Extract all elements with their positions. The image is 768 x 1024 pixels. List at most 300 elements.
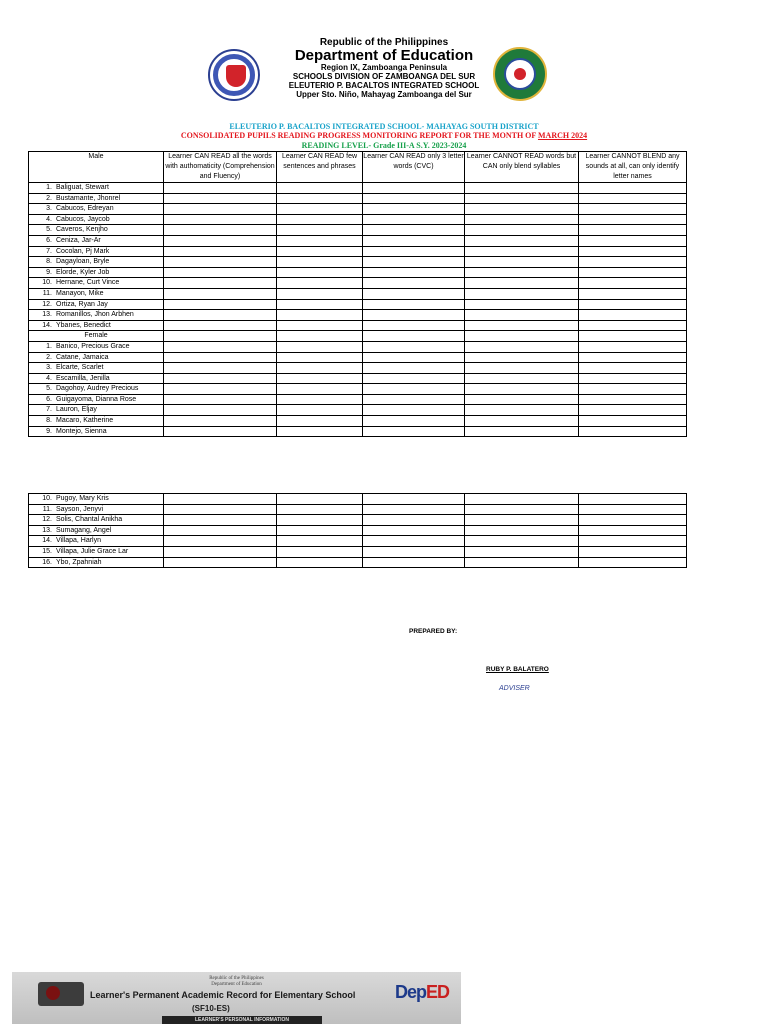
reading-level-cell[interactable] [363, 225, 465, 236]
reading-level-cell[interactable] [579, 320, 687, 331]
reading-level-cell[interactable] [465, 299, 579, 310]
table-row [29, 525, 687, 536]
reading-level-cell[interactable] [277, 352, 363, 363]
table-row [29, 235, 687, 246]
learner-name: Ortiza, Ryan Jay [56, 300, 108, 308]
adviser-name: RUBY P. BALATERO [486, 666, 549, 673]
learner-number: 9. [46, 268, 52, 276]
reading-level-cell[interactable] [363, 352, 465, 363]
reading-level-cell[interactable] [465, 536, 579, 547]
reading-level-cell[interactable] [277, 525, 363, 536]
table-row [29, 288, 687, 299]
learner-name: Bustamante, Jhonrel [56, 194, 121, 202]
learner-name-cell [29, 494, 164, 505]
learner-name-cell [29, 536, 164, 547]
reading-level-cell[interactable] [579, 225, 687, 236]
reading-level-cell[interactable] [164, 405, 277, 416]
report-title-month: MARCH 2024 [538, 131, 588, 140]
learner-name: Villapa, Harlyn [56, 537, 102, 545]
learner-name-cell [29, 320, 164, 331]
reading-level-cell[interactable] [465, 288, 579, 299]
learner-number: 6. [46, 236, 52, 244]
reading-level-cell[interactable] [579, 278, 687, 289]
reading-level-cell[interactable] [277, 394, 363, 405]
reading-level-cell[interactable] [465, 246, 579, 257]
learner-name: Sumagang, Angel [56, 526, 112, 534]
reading-level-cell[interactable] [465, 183, 579, 194]
reading-level-cell[interactable] [363, 536, 465, 547]
section-label-cell: Female [29, 331, 164, 342]
reading-level-cell[interactable] [164, 193, 277, 204]
learner-name-cell [29, 267, 164, 278]
learner-number: 3. [46, 364, 52, 372]
learner-name: Sayson, Jenyvi [56, 505, 104, 513]
column-header: Male [29, 152, 164, 183]
reading-level-cell[interactable] [363, 214, 465, 225]
reading-level-cell[interactable] [579, 341, 687, 352]
learner-number: 14. [42, 321, 52, 329]
learner-number: 16. [42, 558, 52, 566]
column-header: Learner CAN READ few sentences and phrases [277, 152, 363, 183]
header-department: Department of Education [294, 47, 474, 64]
header-republic: Republic of the Philippines [319, 37, 449, 48]
learner-number: 1. [46, 342, 52, 350]
table-row [29, 416, 687, 427]
reading-level-cell[interactable] [465, 384, 579, 395]
learner-number: 5. [46, 226, 52, 234]
reading-level-cell[interactable] [579, 494, 687, 505]
learner-number: 3. [46, 205, 52, 213]
table-row [29, 267, 687, 278]
learner-number: 7. [46, 247, 52, 255]
learner-number: 4. [46, 215, 52, 223]
learner-name: Cocolan, Pj Mark [56, 247, 110, 255]
learner-number: 11. [42, 289, 52, 297]
reading-level-cell[interactable] [579, 288, 687, 299]
reading-level-cell[interactable] [465, 193, 579, 204]
column-header: Learner CANNOT READ words but CAN only blend syllables [465, 152, 579, 183]
reading-level-cell[interactable] [363, 183, 465, 194]
reading-level-cell[interactable] [465, 225, 579, 236]
reading-level-cell[interactable] [363, 235, 465, 246]
reading-level-cell[interactable] [465, 352, 579, 363]
table-row [29, 204, 687, 215]
table-header-row [29, 152, 687, 183]
reading-level-cell[interactable] [465, 373, 579, 384]
table-row [29, 320, 687, 331]
learner-name: Ceniza, Jar-Ar [56, 236, 101, 244]
reading-level-cell[interactable] [277, 183, 363, 194]
reading-level-cell[interactable] [164, 257, 277, 268]
reading-level-cell[interactable] [164, 525, 277, 536]
reading-level-cell[interactable] [164, 299, 277, 310]
learner-name-cell [29, 204, 164, 215]
section-row [29, 331, 687, 342]
reading-level-cell[interactable] [277, 278, 363, 289]
reading-level-cell[interactable] [363, 204, 465, 215]
learner-name: Montejo, Sienna [56, 427, 107, 435]
learner-number: 5. [46, 385, 52, 393]
reading-level-cell[interactable] [164, 394, 277, 405]
table-row [29, 384, 687, 395]
learner-name-cell [29, 525, 164, 536]
learner-number: 8. [46, 258, 52, 266]
table-row [29, 515, 687, 526]
learner-name: Macaro, Katherine [56, 417, 114, 425]
reading-level-cell[interactable] [164, 214, 277, 225]
reading-level-cell[interactable] [465, 278, 579, 289]
reading-level-cell[interactable] [579, 310, 687, 321]
reading-level-cell[interactable] [277, 546, 363, 557]
form-department: Department of Education [211, 982, 262, 987]
learner-number: 12. [42, 516, 52, 524]
table-row [29, 278, 687, 289]
table-row [29, 494, 687, 505]
reading-level-cell[interactable] [277, 504, 363, 515]
reading-level-cell[interactable] [465, 235, 579, 246]
column-header: Learner CAN READ only 3 letter words (CVC) [363, 152, 465, 183]
reading-level-cell[interactable] [277, 515, 363, 526]
reading-level-cell[interactable] [277, 341, 363, 352]
reading-level-cell[interactable] [465, 320, 579, 331]
learner-number: 1. [46, 184, 52, 191]
learner-name-cell [29, 246, 164, 257]
reading-level-cell[interactable] [363, 278, 465, 289]
learner-name-cell [29, 257, 164, 268]
reading-level-cell[interactable] [277, 235, 363, 246]
header-school: ELEUTERIO P. BACALTOS INTEGRATED SCHOOL [288, 81, 480, 90]
reading-level-cell[interactable] [164, 494, 277, 505]
learner-name-cell [29, 504, 164, 515]
table-row [29, 341, 687, 352]
reading-level-cell[interactable] [363, 246, 465, 257]
table-row [29, 225, 687, 236]
reading-level-cell[interactable] [465, 257, 579, 268]
reading-level-cell[interactable] [164, 235, 277, 246]
form-section-band: LEARNER'S PERSONAL INFORMATION [162, 1016, 322, 1024]
learner-number: 13. [42, 526, 52, 534]
report-title [0, 131, 768, 140]
learner-name-cell [29, 546, 164, 557]
learner-number: 6. [46, 395, 52, 403]
reading-level-cell[interactable] [164, 557, 277, 568]
reading-level-cell[interactable] [164, 363, 277, 374]
reading-level-cell[interactable] [579, 504, 687, 515]
reading-level-cell[interactable] [579, 515, 687, 526]
reading-level-cell[interactable] [164, 515, 277, 526]
reading-level-cell[interactable] [277, 267, 363, 278]
reading-level-cell[interactable] [277, 426, 363, 437]
reading-level-cell[interactable] [363, 426, 465, 437]
learner-number: 12. [42, 300, 52, 308]
form-code: (SF10-ES) [192, 1004, 230, 1013]
reading-level-cell[interactable] [277, 494, 363, 505]
table-row [29, 310, 687, 321]
reading-level-cell[interactable] [277, 373, 363, 384]
table-row [29, 557, 687, 568]
learner-name: Baliguat, Stewart [56, 184, 109, 191]
reading-level-cell[interactable] [164, 536, 277, 547]
reading-level-cell[interactable] [363, 288, 465, 299]
learner-name: Ybanes, Benedict [56, 321, 111, 329]
learner-name: Romanillos, Jhon Arbhen [56, 311, 134, 319]
reading-level-cell[interactable] [164, 267, 277, 278]
reading-level-cell[interactable] [363, 299, 465, 310]
report-school-district: ELEUTERIO P. BACALTOS INTEGRATED SCHOOL- MAHAYAG SOUTH DISTRICT [229, 122, 539, 131]
learner-name-cell [29, 214, 164, 225]
reading-level-cell[interactable] [164, 384, 277, 395]
reading-level-cell[interactable] [579, 557, 687, 568]
learner-number: 15. [42, 547, 52, 555]
reading-level-cell[interactable] [277, 214, 363, 225]
table-row [29, 546, 687, 557]
adviser-position: ADVISER [499, 685, 530, 692]
reading-level-cell[interactable] [164, 426, 277, 437]
learner-name-cell [29, 278, 164, 289]
learner-name-cell [29, 299, 164, 310]
table-row [29, 193, 687, 204]
reading-level-cell[interactable] [579, 235, 687, 246]
learner-name: Cabucos, Jaycob [56, 215, 110, 223]
reading-level-cell[interactable] [465, 504, 579, 515]
reading-level-cell[interactable] [579, 214, 687, 225]
reading-level-cell[interactable] [579, 525, 687, 536]
column-header: Learner CANNOT BLEND any sounds at all, can only identify letter names [579, 152, 687, 183]
table-row [29, 363, 687, 374]
reading-level-cell[interactable] [164, 310, 277, 321]
reading-level-cell[interactable] [465, 426, 579, 437]
reading-level-cell[interactable] [465, 515, 579, 526]
reading-level-cell[interactable] [363, 557, 465, 568]
reading-level-cell[interactable] [164, 278, 277, 289]
learner-name: Hernane, Curt Vince [56, 279, 120, 287]
learner-number: 10. [42, 279, 52, 287]
learner-name-cell [29, 363, 164, 374]
form-title: Learner's Permanent Academic Record for Elementary School [90, 990, 356, 1000]
learner-name-cell [29, 373, 164, 384]
learner-name-cell [29, 515, 164, 526]
table-row [29, 504, 687, 515]
reading-level-cell[interactable] [363, 384, 465, 395]
table-row [29, 299, 687, 310]
reading-level-cell[interactable] [465, 557, 579, 568]
table-row [29, 257, 687, 268]
reading-level-cell[interactable] [164, 225, 277, 236]
reading-level-cell[interactable] [164, 331, 277, 342]
learner-name-cell [29, 384, 164, 395]
table-row [29, 394, 687, 405]
reading-level-cell[interactable] [277, 225, 363, 236]
learner-number: 11. [42, 505, 52, 513]
reading-level-cell[interactable] [363, 504, 465, 515]
reading-level-cell[interactable] [579, 405, 687, 416]
reading-level-cell[interactable] [363, 320, 465, 331]
reading-level-cell[interactable] [363, 416, 465, 427]
reading-level-cell[interactable] [579, 363, 687, 374]
table-row [29, 246, 687, 257]
learner-number: 8. [46, 417, 52, 425]
header-division: SCHOOLS DIVISION OF ZAMBOANGA DEL SUR [292, 72, 476, 81]
learner-name: Banico, Precious Grace [56, 342, 130, 350]
reading-level-cell[interactable] [277, 331, 363, 342]
reading-level-cell[interactable] [579, 416, 687, 427]
learner-name-cell [29, 235, 164, 246]
table-row [29, 426, 687, 437]
reading-level-cell[interactable] [164, 352, 277, 363]
learner-number: 10. [42, 495, 52, 502]
reading-level-cell[interactable] [164, 546, 277, 557]
reading-level-cell[interactable] [465, 394, 579, 405]
reading-level-cell[interactable] [579, 352, 687, 363]
reading-level-cell[interactable] [579, 426, 687, 437]
table-row [29, 183, 687, 194]
learner-name: Ybo, Zpahniah [56, 558, 102, 566]
reading-level-cell[interactable] [465, 331, 579, 342]
reading-level-cell[interactable] [164, 504, 277, 515]
learner-name-cell [29, 341, 164, 352]
reading-level-cell[interactable] [277, 363, 363, 374]
reading-level-cell[interactable] [277, 246, 363, 257]
learner-name-cell [29, 225, 164, 236]
learner-name-cell [29, 426, 164, 437]
reading-level-cell[interactable] [465, 363, 579, 374]
reading-level-cell[interactable] [164, 373, 277, 384]
reading-level-cell[interactable] [277, 288, 363, 299]
reading-level-cell[interactable] [277, 310, 363, 321]
learner-name: Pugoy, Mary Kris [56, 495, 109, 502]
learner-name-cell [29, 183, 164, 194]
reading-level-cell[interactable] [579, 384, 687, 395]
learner-name: Dagayloan, Bryle [56, 258, 110, 266]
reading-level-cell[interactable] [579, 204, 687, 215]
reading-level-cell[interactable] [465, 405, 579, 416]
reading-level-cell[interactable] [277, 193, 363, 204]
header-region: Region IX, Zamboanga Peninsula [320, 63, 448, 72]
reading-level-cell[interactable] [363, 257, 465, 268]
reading-level-cell[interactable] [363, 525, 465, 536]
table-row [29, 536, 687, 547]
learner-name: Escamilla, Jenilla [56, 374, 110, 382]
reading-level-cell[interactable] [579, 299, 687, 310]
learner-name-cell [29, 394, 164, 405]
reading-level-cell[interactable] [579, 546, 687, 557]
learner-number: 4. [46, 374, 52, 382]
learner-name: Manayon, Mike [56, 289, 104, 297]
deped-seal-icon [208, 49, 260, 101]
sf10-form-image [12, 972, 461, 1024]
reading-level-cell[interactable] [465, 310, 579, 321]
reading-level-cell[interactable] [164, 416, 277, 427]
learner-name: Elcarte, Scarlet [56, 364, 104, 372]
reading-progress-table-continued [28, 493, 687, 568]
reading-level-cell[interactable] [363, 494, 465, 505]
learner-name: Cabucos, Edreyan [56, 205, 114, 213]
reading-level-cell[interactable] [579, 536, 687, 547]
reading-level-cell[interactable] [164, 183, 277, 194]
column-header: Learner CAN READ all the words with authomaticity (Comprehension and Fluency) [164, 152, 277, 183]
reading-level-cell[interactable] [277, 204, 363, 215]
table-row [29, 373, 687, 384]
reading-level-cell[interactable] [465, 546, 579, 557]
reading-level-cell[interactable] [579, 193, 687, 204]
learner-number: 9. [46, 427, 52, 435]
reading-level-cell[interactable] [465, 204, 579, 215]
reading-level-cell[interactable] [164, 246, 277, 257]
header-address: Upper Sto. Niño, Mahayag Zamboanga del Sur [296, 90, 472, 99]
reading-level-cell[interactable] [363, 341, 465, 352]
reading-level-cell[interactable] [465, 525, 579, 536]
reading-level-cell[interactable] [579, 257, 687, 268]
reading-level-cell[interactable] [579, 394, 687, 405]
reading-level-cell[interactable] [277, 416, 363, 427]
reading-level-cell[interactable] [363, 405, 465, 416]
reading-level-cell[interactable] [579, 183, 687, 194]
learner-number: 13. [42, 311, 52, 319]
reading-level-cell[interactable] [579, 267, 687, 278]
table-row [29, 214, 687, 225]
reading-level-cell[interactable] [579, 331, 687, 342]
reading-level-cell[interactable] [363, 267, 465, 278]
learner-name: Guigayoma, Dianna Rose [56, 395, 137, 403]
reading-level-cell[interactable] [277, 320, 363, 331]
reading-level-cell[interactable] [465, 267, 579, 278]
reading-level-cell[interactable] [465, 416, 579, 427]
learner-number: 14. [42, 537, 52, 545]
reading-level-cell[interactable] [164, 320, 277, 331]
deped-wordmark: DepED [395, 982, 450, 1002]
reading-level-cell[interactable] [579, 373, 687, 384]
learner-name: Caveros, Kenjho [56, 226, 108, 234]
reading-level-cell[interactable] [363, 546, 465, 557]
reading-level-cell[interactable] [363, 394, 465, 405]
reading-level-cell[interactable] [277, 257, 363, 268]
reading-level-cell[interactable] [363, 331, 465, 342]
reading-level-cell[interactable] [363, 373, 465, 384]
report-title-prefix: CONSOLIDATED PUPILS READING PROGRESS MONITORING REPORT FOR THE MONTH OF [180, 131, 538, 140]
learner-name: Elorde, Kyler Job [56, 268, 110, 276]
learner-name-cell [29, 193, 164, 204]
reading-level-cell[interactable] [363, 515, 465, 526]
reading-level-cell[interactable] [465, 214, 579, 225]
learner-name: Villapa, Julie Grace Lar [56, 547, 129, 555]
reading-level-cell[interactable] [164, 288, 277, 299]
reading-level-cell[interactable] [363, 363, 465, 374]
learner-name-cell [29, 310, 164, 321]
learner-number: 7. [46, 406, 52, 414]
learner-name-cell [29, 416, 164, 427]
learner-name: Lauron, Eljay [56, 406, 97, 414]
learner-name-cell [29, 352, 164, 363]
reading-level-cell[interactable] [465, 341, 579, 352]
reading-progress-table [28, 151, 687, 437]
form-republic: Republic of the Philippines [209, 976, 264, 981]
reading-level-cell[interactable] [363, 193, 465, 204]
reading-level-cell[interactable] [164, 341, 277, 352]
reading-level-cell[interactable] [277, 299, 363, 310]
prepared-by-label: PREPARED BY: [409, 628, 458, 635]
reading-level-cell[interactable] [363, 310, 465, 321]
reading-level-cell[interactable] [579, 246, 687, 257]
reading-level-cell[interactable] [465, 494, 579, 505]
reading-level-cell[interactable] [277, 557, 363, 568]
reading-level-cell[interactable] [277, 536, 363, 547]
learner-name: Catane, Jamaica [56, 353, 109, 361]
report-reading-level: READING LEVEL- Grade III-A S.Y. 2023-2024 [301, 141, 467, 150]
learner-number: 2. [46, 353, 52, 361]
reading-level-cell[interactable] [277, 405, 363, 416]
reading-level-cell[interactable] [164, 204, 277, 215]
reading-level-cell[interactable] [277, 384, 363, 395]
